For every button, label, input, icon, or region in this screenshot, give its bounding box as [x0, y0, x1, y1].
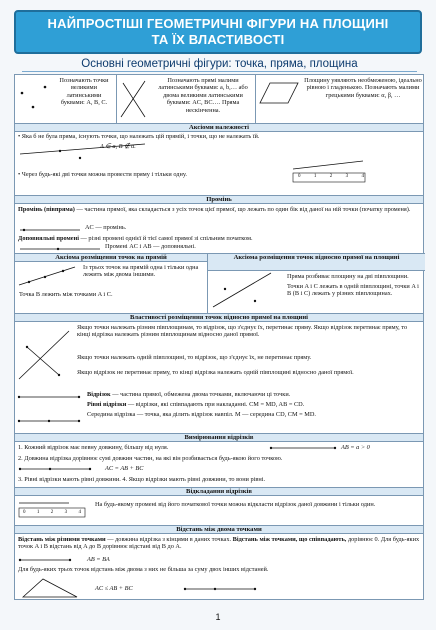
measure-3: 3. Рівні відрізки мають рівні довжини. 4. Якщо відрізки мають рівні довжини, то вони рівні.: [18, 476, 266, 483]
ray-term: Промінь (півпряма): [18, 206, 75, 213]
measure-1-illustration: [271, 445, 335, 451]
distance-2-formula: AC ≤ AB + BC: [95, 585, 133, 592]
layoff-text: На будь-якому промені від його початкової точки можна відкласти відрізок даної довжини і тільки один.: [95, 501, 376, 508]
segment-definition: [87, 391, 421, 398]
title-banner: [14, 10, 422, 54]
distance-1-illustration: [20, 557, 70, 563]
props-2: Якщо точки належать одній півплощині, то відрізок, що з'єднує їх, не перетинає пряму.: [77, 354, 312, 361]
props-1: Якщо точки належать різним півплощинам, то відрізок, що з'єднує їх, перетинає пряму. Якщо відрізок перетинає пряму, то кінці відрізка належать різним півплощинам відносно даної прямої.: [77, 324, 408, 339]
measure-2: 2. Довжина відрізка дорівнює сумі довжин частин, на які він розбивається будь-якою його точкою.: [18, 455, 283, 462]
ruler-tick-0: 0: [298, 174, 301, 179]
measure-1-formula: AB = a > 0: [341, 444, 370, 451]
plane-points-illustration: [213, 273, 273, 311]
complementary-rays-text: — різні промені однієї й тієї самої прямої зі спільним початком.: [78, 235, 253, 242]
layoff-tick-4: 4: [78, 510, 81, 515]
layoff-tick-3: 3: [64, 510, 68, 515]
measure-1: 1. Кожний відрізок має певну довжину, більшу від нуля.: [18, 444, 169, 451]
complementary-rays-example: Промені AC і AB — доповняльні.: [105, 243, 196, 250]
measure-header: Вимірювання відрізків: [15, 433, 423, 442]
layoff-header: Відкладання відрізків: [15, 487, 423, 496]
ruler-tick-2: 2: [329, 174, 333, 179]
layoff-tick-0: 0: [23, 510, 26, 515]
props-3: Якщо відрізок не перетинає пряму, то кінці відрізка належать одній півплощині відносно даної прямої.: [77, 369, 354, 376]
layoff-tick-2: 2: [50, 510, 54, 515]
distance-same-term: Відстань між точками, що співпадають,: [232, 536, 347, 543]
distance-1-formula: AB = BA: [87, 556, 110, 563]
distance-2-line-illustration: [185, 586, 255, 592]
page-number: 1: [215, 612, 221, 622]
points-text: Позначають точки великими латинськими буквами: A, B, C.: [59, 77, 109, 107]
lines-text: Позначають прямі малими латинськими буквами: a, b,… або двома великими латинськими буквами: AC, BC…. Пряма нескінченна.: [158, 77, 248, 114]
distance-2: Для будь-яких трьох точок відстань між двома з них не більша за суму двох інших відстаней.: [18, 566, 269, 573]
complementary-rays-term: Доповняльні промені: [18, 235, 79, 242]
point-a: [21, 92, 24, 95]
ruler-tick-1: 1: [313, 174, 317, 179]
layoff-tick-1: 1: [36, 510, 40, 515]
plane-illustration: [260, 81, 300, 111]
props-illustration: [19, 327, 71, 385]
segment-text: — частина прямої, обмежена двома точками, включаючи ці точки.: [110, 391, 291, 398]
axiom-plane-points-text: Пряма розбиває площину на дві півплощини.: [287, 273, 409, 280]
ray-text: — частина прямої, яка складається з усіх точок цієї прямої, що лежать по один бік від даної на ній точки (початку променя).: [74, 206, 411, 213]
points-illustration: [17, 79, 57, 119]
ruler-tick-3: 3: [345, 174, 349, 179]
ray-illustration: [20, 226, 80, 234]
ruler-illustration: [293, 159, 373, 185]
axiom-line-points-example: Точка B лежить між точками A і C.: [19, 291, 113, 298]
subtitle: Основні геометричні фігури: точка, пряма, площина: [22, 58, 417, 72]
props-header: Властивості розміщення точок відносно прямої на площині: [15, 313, 423, 322]
point-b: [44, 86, 47, 89]
segment-illustration: [19, 391, 83, 431]
plane-text: Площину уявляють необмеженою, ідеально рівною і гладенькою. Позначають малими грецькими буквами: α, β, …: [304, 77, 422, 99]
axiom-plane-points-example: Точки A і C лежать в одній півплощині, точки A і B (B і C) лежать у різних півплощинах.: [287, 283, 419, 298]
axiom-membership-1: • Яка б не була пряма, існують точки, що належать цій прямій, і точки, що не належать їй.: [18, 133, 260, 140]
distance-text: — довжина відрізка з кінцями в даних точках.: [105, 536, 232, 543]
equal-segments: [87, 401, 421, 408]
lines-cell: [117, 75, 256, 123]
line-points-illustration: [19, 265, 75, 289]
measure-2-formula: AC = AB + BC: [105, 465, 144, 472]
distance-same-text: дорівнює 0. Для будь-яких точок A і B відстань від A до B дорівнює відстані від B до A.: [18, 536, 420, 551]
axiom-line-points-text: Із трьох точок на прямій одна і тільки одна лежить між двома іншими.: [83, 264, 199, 279]
segment-term: Відрізок: [87, 391, 111, 398]
membership-formula: A ∈ a, B ∉ a.: [100, 143, 136, 150]
axiom-membership-2: • Через будь-які дві точки можна провести пряму і тільки одну.: [18, 171, 187, 178]
equal-segments-term: Рівні відрізки: [87, 401, 127, 408]
segment-midpoint: Середина відрізка — точка, яка ділить відрізок навпіл. M — середина CD, CM = MD.: [87, 411, 316, 418]
plane-cell: [256, 75, 425, 123]
ray-name: AC — промінь.: [85, 224, 127, 231]
title-line-1: НАЙПРОСТІШІ ГЕОМЕТРИЧНІ ФІГУРИ НА ПЛОЩИНІ: [47, 16, 389, 31]
distance-1: [18, 536, 422, 551]
point-c: [32, 106, 35, 109]
distance-header: Відстань між двома точками: [15, 525, 423, 534]
measure-2-illustration: [20, 466, 90, 472]
content-table: [14, 74, 424, 600]
points-cell: [15, 75, 117, 123]
title-line-2: ТА ЇХ ВЛАСТИВОСТІ: [151, 32, 285, 47]
ruler-ticks: [298, 173, 364, 180]
ruler-tick-4: 4: [361, 174, 364, 179]
ray-header: Промінь: [15, 195, 423, 204]
axiom-membership-header: Аксіоми належності: [15, 123, 423, 132]
distance-term: Відстань між різними точками: [18, 536, 106, 543]
lines-illustration: [119, 77, 149, 121]
distance-2-illustration: [21, 575, 81, 599]
ray-definition: [18, 206, 422, 213]
equal-segments-text: — відрізки, які співпадають при накладанні. CM = MD, AB = CD.: [126, 401, 305, 408]
complementary-rays-illustration: [20, 245, 100, 253]
axiom-line-points-header: Аксіома розміщення точок на прямій: [15, 253, 207, 262]
axiom-plane-points-header: Аксіома розміщення точок відносно прямої на площині: [208, 253, 425, 271]
complementary-rays: [18, 235, 422, 242]
layoff-ruler-ticks: [23, 509, 81, 516]
